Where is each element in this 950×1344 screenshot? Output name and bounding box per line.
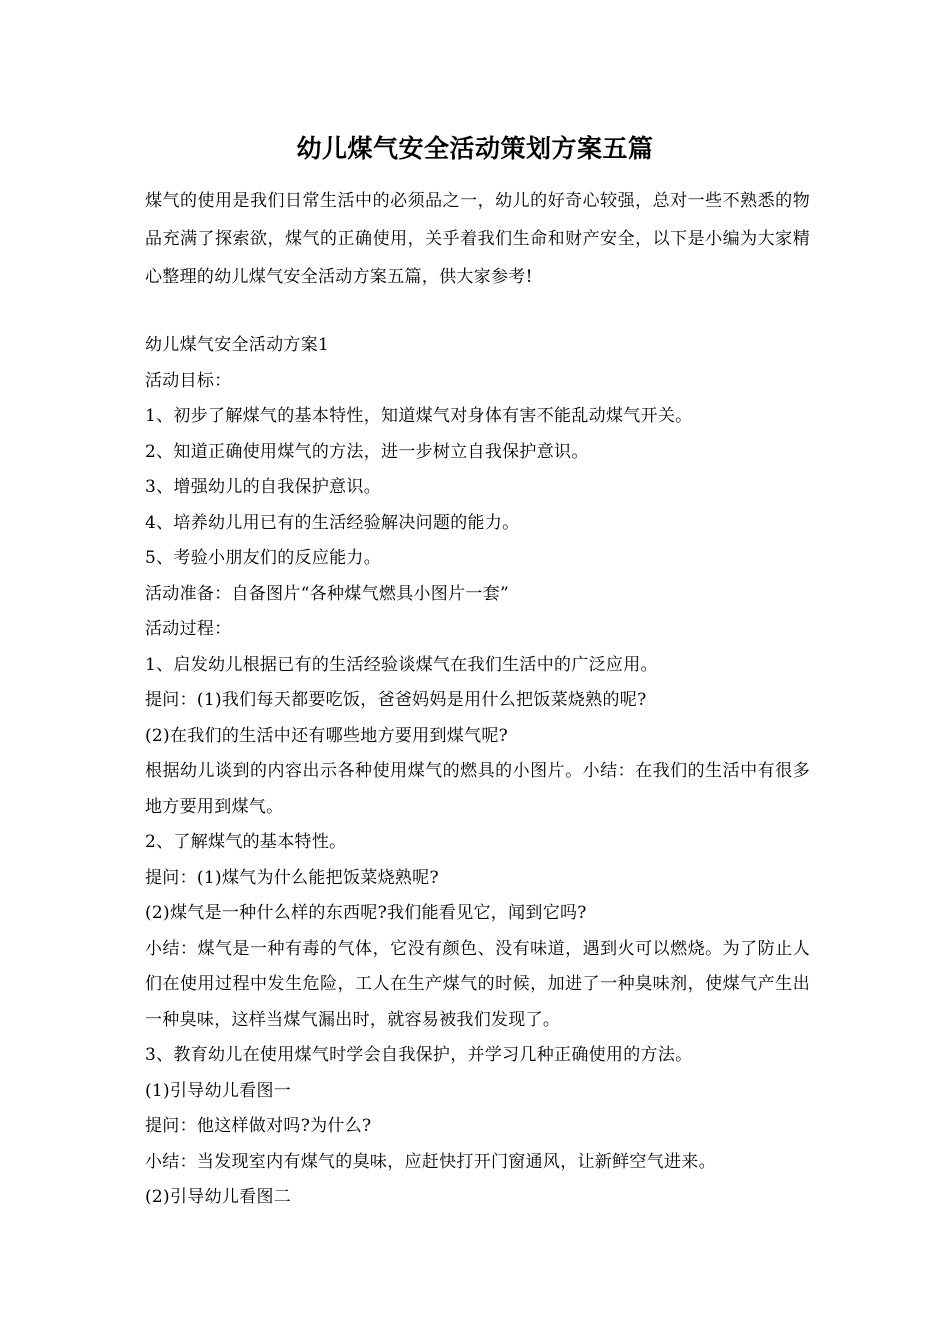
body-paragraph: 活动准备：自备图片“各种煤气燃具小图片一套” bbox=[145, 583, 509, 604]
body-paragraph: 小结：煤气是一种有毒的气体，它没有颜色、没有味道，遇到火可以燃烧。为了防止人们在使用过程中发生危险，工人在生产煤气的时候，加进了一种臭味剂，使煤气产生出一种臭味，这样当煤气漏出时，就容易被我们发现了。 bbox=[145, 938, 810, 1030]
intro-paragraph: 煤气的使用是我们日常生活中的必须品之一，幼儿的好奇心较强，总对一些不熟悉的物品充满了探索欲，煤气的正确使用，关乎着我们生命和财产安全，以下是小编为大家精心整理的幼儿煤气安全活动方案五篇，供大家参考! bbox=[145, 191, 810, 287]
body-paragraph: 小结：当发现室内有煤气的臭味，应赶快打开门窗通风，让新鲜空气进来。 bbox=[145, 1151, 716, 1172]
body-paragraph: (2)引导幼儿看图二 bbox=[145, 1187, 292, 1207]
body-paragraph: 1、启发幼儿根据已有的生活经验谈煤气在我们生活中的广泛应用。 bbox=[145, 654, 658, 675]
body-paragraph: 4、培养幼儿用已有的生活经验解决问题的能力。 bbox=[145, 512, 520, 533]
body-paragraph: 活动过程： bbox=[145, 619, 232, 639]
body-paragraph: 根据幼儿谈到的内容出示各种使用煤气的燃具的小图片。小结：在我们的生活中有很多地方要用到煤气。 bbox=[145, 761, 810, 817]
document-title: 幼儿煤气安全活动策划方案五篇 bbox=[296, 134, 654, 163]
body-paragraph: (2)在我们的生活中还有哪些地方要用到煤气呢? bbox=[145, 725, 509, 746]
body-paragraph: 2、知道正确使用煤气的方法，进一步树立自我保护意识。 bbox=[145, 441, 589, 462]
body-paragraph: (2)煤气是一种什么样的东西呢?我们能看见它，闻到它吗? bbox=[145, 903, 587, 923]
body-paragraph: 提问：他这样做对吗?为什么? bbox=[145, 1116, 372, 1136]
section-heading: 幼儿煤气安全活动方案1 bbox=[145, 335, 330, 355]
body-paragraph: 提问：(1)我们每天都要吃饭，爸爸妈妈是用什么把饭菜烧熟的呢? bbox=[145, 690, 647, 710]
body-paragraph: 2、了解煤气的基本特性。 bbox=[145, 832, 347, 852]
body-paragraph: 3、增强幼儿的自我保护意识。 bbox=[145, 477, 382, 497]
body-paragraph: (1)引导幼儿看图一 bbox=[145, 1080, 292, 1101]
body-paragraph: 1、初步了解煤气的基本特性，知道煤气对身体有害不能乱动煤气开关。 bbox=[145, 406, 693, 426]
body-paragraph: 3、教育幼儿在使用煤气时学会自我保护，并学习几种正确使用的方法。 bbox=[145, 1045, 693, 1065]
document-body bbox=[145, 328, 810, 1216]
body-paragraph: 提问：(1)煤气为什么能把饭菜烧熟呢? bbox=[145, 867, 439, 888]
body-paragraph: 5、考验小朋友们的反应能力。 bbox=[145, 548, 382, 568]
body-paragraph: 活动目标： bbox=[145, 370, 232, 391]
